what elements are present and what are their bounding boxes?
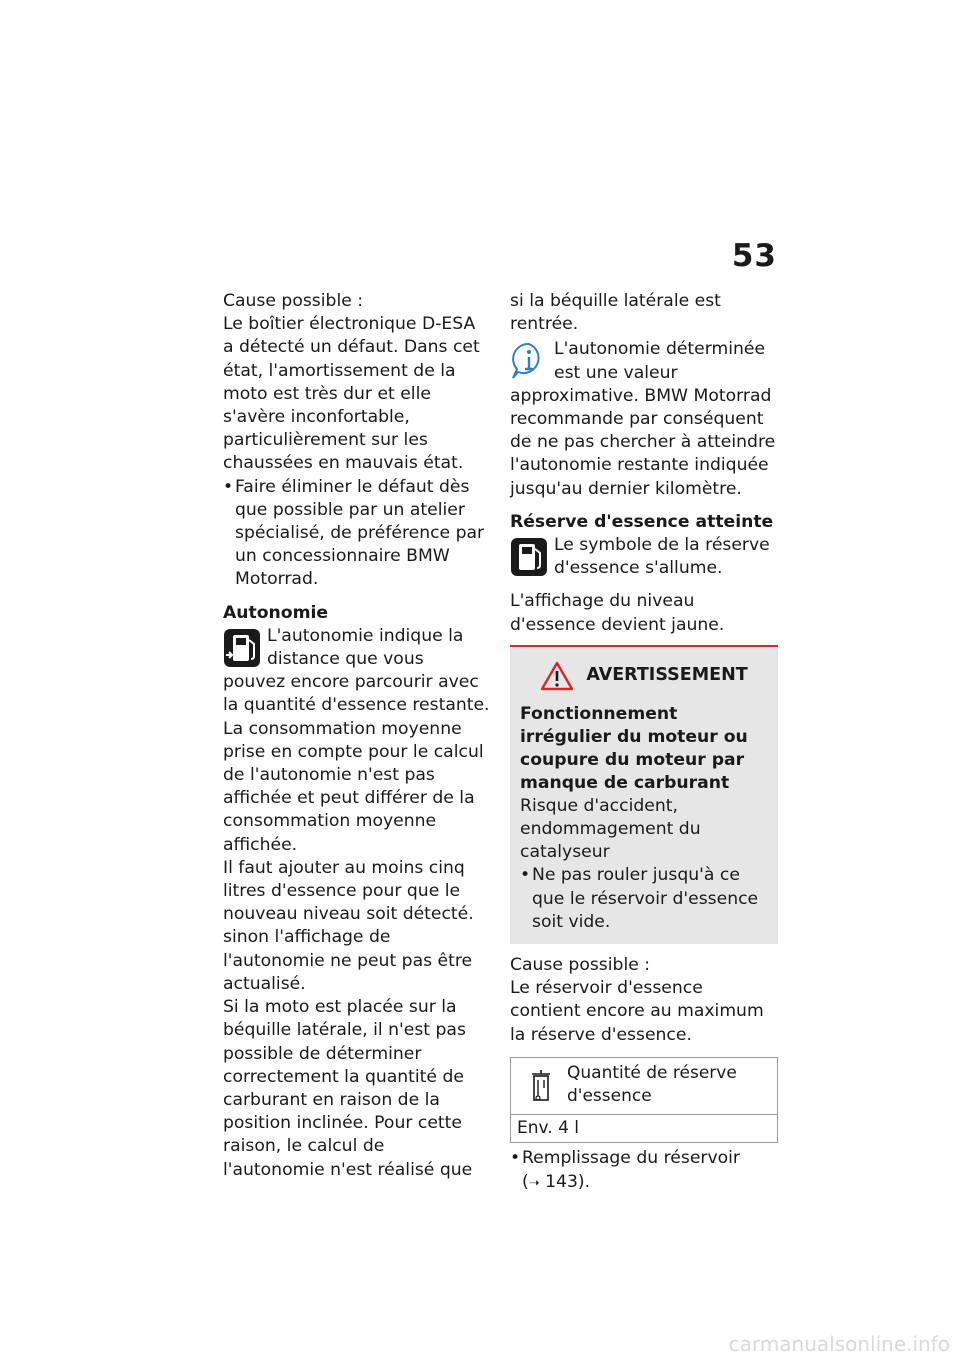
cause-text: Le boîtier électronique D-ESA a détecté un défaut. Dans cet état, l'amortissement de la moto est très dur et elle s'avère inconfortable, particulièrement sur les chaussées en mauvais état. <box>223 314 480 474</box>
left-column <box>223 290 491 1182</box>
warning-bullets <box>520 864 768 934</box>
fuel-reserve-icon <box>510 537 548 577</box>
right-column <box>510 290 778 1195</box>
cause-label-right: Cause possible : <box>510 955 651 976</box>
cause-bullet: • Faire éliminer le défaut dès que possible par un atelier spécialisé, de préférence par un concessionnaire BMW Motorrad. <box>223 476 491 592</box>
warning-risk: Risque d'accident, endommagement du catalyseur <box>520 795 701 863</box>
warning-box <box>510 645 778 944</box>
warning-title <box>520 661 768 691</box>
info-text: L'autonomie déterminée est une valeur approximative. BMW Motorrad recommande par conséquent de ne pas chercher à atteindre l'autonomie restante indiquée jusqu'au dernier kilomètre. <box>510 339 776 499</box>
reserve-section <box>510 534 778 580</box>
fuel-pump-icon <box>223 628 261 668</box>
refill-text: Il faut ajouter au moins cinq litres d'essence pour que le nouveau niveau soit détecté. sinon l'affichage de l'autonomie ne peut pas être actualisé. <box>223 857 474 994</box>
info-icon <box>510 341 548 381</box>
autonomie-heading: Autonomie <box>223 602 329 623</box>
spec-table <box>510 1057 778 1144</box>
autonomie-text: L'autonomie indique la distance que vous pouvez encore parcourir avec la quantité d'essence restante. La consommation moyenne prise en compte pour le calcul de l'autonomie n'est pas affichée et peut différer de la consommation moyenne affichée. <box>223 625 490 855</box>
refuel-bullets <box>510 1147 778 1194</box>
cause-bullets <box>223 476 491 592</box>
spec-value: Env. 4 l <box>517 1118 580 1139</box>
reserve-heading: Réserve d'essence atteinte <box>510 511 774 532</box>
autonomie-section <box>223 625 491 857</box>
cause-label: Cause possible : <box>223 291 364 311</box>
warning-bullet: • Ne pas rouler jusqu'à ce que le réservoir d'essence soit vide. <box>520 864 768 934</box>
info-note <box>510 338 778 500</box>
warning-headline: Fonctionnement irrégulier du moteur ou coupure du moteur par manque de carburant <box>520 703 748 793</box>
refuel-page-link[interactable]: 143). <box>545 1171 591 1192</box>
page-number: 53 <box>731 238 777 274</box>
stand-text-continued: si la béquille latérale est rentrée. <box>510 291 721 335</box>
refuel-text: Remplissage du réservoir <box>522 1148 740 1169</box>
refuel-bullet: • Remplissage du réservoir (➝ 143). <box>510 1147 778 1194</box>
footer-watermark: carmanualsonline.info <box>728 1332 950 1356</box>
cause-text-right: Le réservoir d'essence contient encore au maximum la réserve d'essence. <box>510 978 764 1045</box>
spec-label: Quantité de réserve d'essence <box>567 1062 737 1107</box>
fuel-gauge-spec-icon <box>529 1068 553 1104</box>
page-reference-arrow-icon: ➝ <box>528 1175 540 1191</box>
reserve-text: Le symbole de la réserve d'essence s'allume. <box>554 535 770 579</box>
reserve-display-text: L'affichage du niveau d'essence devient jaune. <box>510 591 725 635</box>
warning-triangle-icon <box>540 661 574 691</box>
spec-label-row <box>511 1058 777 1115</box>
warning-title-text: AVERTISSEMENT <box>586 665 748 686</box>
stand-text: Si la moto est placée sur la béquille latérale, il n'est pas possible de déterminer correctement la quantité de carburant en raison de la position inclinée. Pour cette raison, le calcul de l'autonomie n'est réalisé que <box>223 997 473 1180</box>
